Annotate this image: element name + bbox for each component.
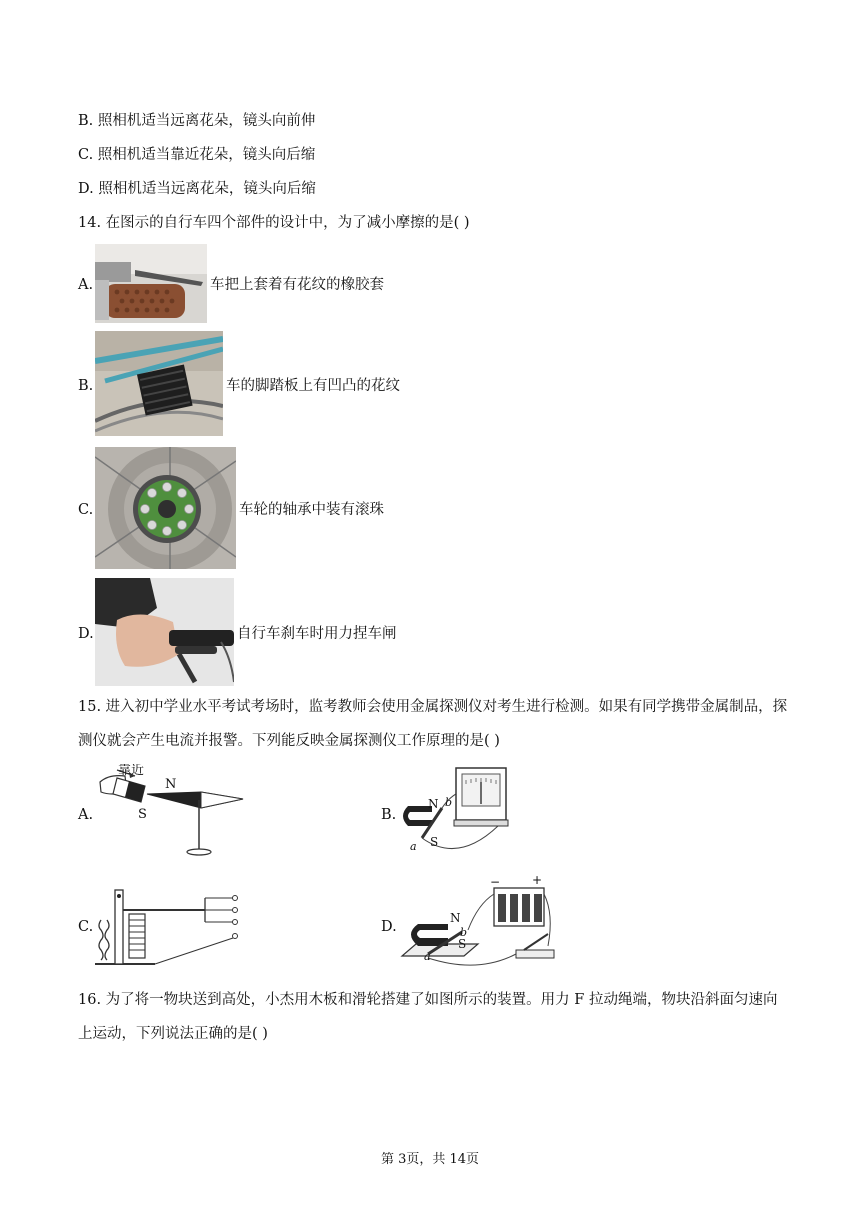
fig-a-label-near: 靠近 [118, 764, 145, 778]
fig-d-label-n: N [450, 911, 461, 925]
handlebar-grip-photo [95, 244, 207, 323]
q14-option-b-letter: B. [78, 378, 94, 394]
fig-a-label-n: N [165, 777, 177, 792]
q15-stem: 15. 进入初中学业水平考试考场时，监考教师会使用金属探测仪对考生进行检测。如果有同学携带金属制品，探测仪就会产生电流并报警。下列能反映金属探测仪工作原理的是( ) [78, 699, 788, 749]
generator-galvanometer-figure [398, 766, 510, 861]
fig-d-label-b: b [460, 926, 468, 939]
motor-battery-figure [398, 874, 556, 969]
relay-figure [95, 886, 245, 968]
page-footer: 第 3页，共 14页 [380, 1152, 480, 1167]
fig-b-label-n: N [428, 797, 439, 811]
q13-option-c: C. 照相机适当靠近花朵，镜头向后缩 [78, 147, 316, 163]
fig-d-label-minus: − [490, 875, 501, 889]
q15-option-b-letter: B. [381, 807, 397, 823]
q14-option-c-letter: C. [78, 502, 94, 518]
q14-option-a-letter: A. [78, 277, 94, 293]
q14-stem: 14. 在图示的自行车四个部件的设计中，为了减小摩擦的是( ) [78, 215, 470, 231]
wheel-bearing-photo [95, 447, 236, 569]
q14-option-a-text: 车把上套着有花纹的橡胶套 [210, 277, 384, 293]
fig-d-label-plus: + [532, 874, 543, 887]
q15-option-a-letter: A. [78, 807, 94, 823]
pedal-photo [95, 331, 223, 436]
q15-option-d-letter: D. [381, 919, 397, 935]
q14-option-d-text: 自行车刹车时用力捏车闸 [237, 626, 397, 642]
magnet-needle-figure [95, 764, 245, 859]
fig-a-label-s: S [138, 807, 147, 822]
q14-option-c-text: 车轮的轴承中装有滚珠 [239, 502, 384, 518]
q16-stem: 16. 为了将一物块送到高处，小杰用木板和滑轮搭建了如图所示的装置。用力 F 拉动绳端，物块沿斜面匀速向上运动，下列说法正确的是( ) [78, 992, 778, 1042]
fig-d-label-s: S [458, 937, 467, 951]
q14-option-b-text: 车的脚踏板上有凹凸的花纹 [226, 378, 400, 394]
q14-option-d-letter: D. [78, 626, 94, 642]
q13-option-d: D. 照相机适当远离花朵，镜头向后缩 [78, 181, 316, 197]
fig-b-label-b: b [445, 796, 453, 809]
fig-b-label-s: S [430, 835, 439, 849]
q15-option-c-letter: C. [78, 919, 94, 935]
q13-option-b: B. 照相机适当远离花朵，镜头向前伸 [78, 113, 316, 129]
fig-b-label-a: a [410, 840, 417, 853]
fig-d-label-a: a [424, 950, 431, 963]
brake-hand-photo [95, 578, 234, 686]
